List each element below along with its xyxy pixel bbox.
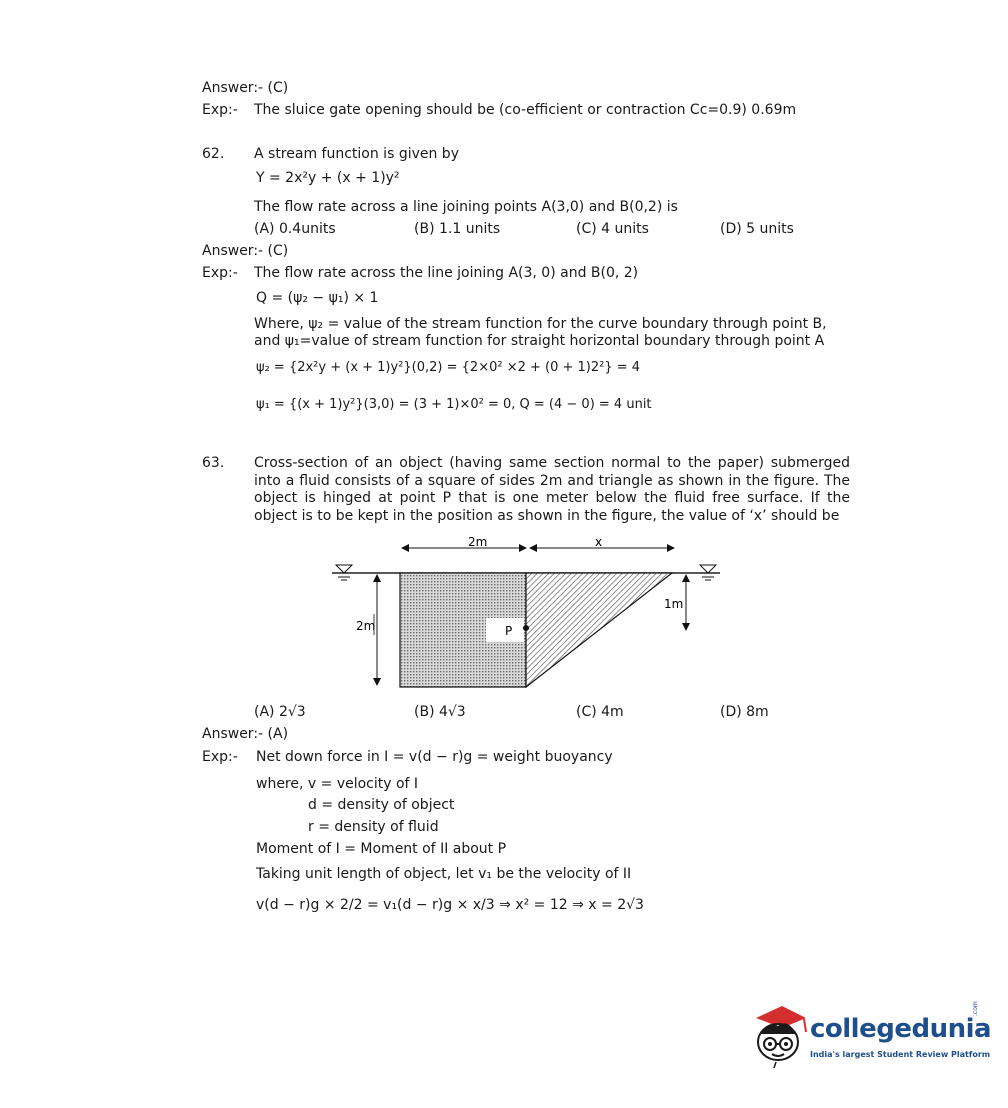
- psi1-equation: ψ₁ = {(x + 1)y²}(3,0) = (3 + 1)×0² = 0, Q = (4 − 0) = 4 unit: [256, 397, 652, 412]
- brand-name: collegedunia: [810, 1014, 992, 1044]
- exp-line-63: Net down force in I = v(d − r)g = weight buoyancy: [256, 749, 613, 765]
- answer-63: Answer:- (A): [202, 726, 289, 742]
- brand-com: .com: [972, 1001, 979, 1016]
- moment-line: Moment of I = Moment of II about P: [256, 841, 507, 857]
- option-a-63: (A) 2√3: [254, 704, 306, 720]
- answer-61: Answer:- (C): [202, 80, 289, 96]
- label-top-x: x: [595, 535, 603, 549]
- final-equation: v(d − r)g × 2/2 = v₁(d − r)g × x/3 ⇒ x² = 12 ⇒ x = 2√3: [256, 897, 644, 913]
- triangle-section: [526, 573, 672, 687]
- exp-label-61: Exp:-: [202, 102, 238, 118]
- option-d-62: (D) 5 units: [720, 221, 794, 237]
- stream-function-equation: Y = 2x²y + (x + 1)y²: [256, 170, 400, 186]
- exp-label-63: Exp:-: [202, 749, 238, 765]
- where-density-fluid: r = density of fluid: [308, 819, 439, 835]
- option-c-63: (C) 4m: [576, 704, 624, 720]
- answer-62: Answer:- (C): [202, 243, 289, 259]
- option-b-62: (B) 1.1 units: [414, 221, 501, 237]
- question-number-62: 62.: [202, 146, 225, 162]
- brand-tagline: India's largest Student Review Platform: [810, 1050, 991, 1059]
- option-c-62: (C) 4 units: [576, 221, 649, 237]
- where-line-2: and ψ₁=value of stream function for straight horizontal boundary through point A: [254, 333, 825, 349]
- question-prompt-62: The flow rate across a line joining points A(3,0) and B(0,2) is: [254, 199, 678, 215]
- mascot-icon: [748, 1002, 810, 1074]
- hinge-label: P: [505, 624, 513, 638]
- option-d-63: (D) 8m: [720, 704, 769, 720]
- where-density-object: d = density of object: [308, 797, 455, 813]
- hinge-point-p: [523, 625, 529, 631]
- label-right-1m: 1m: [664, 597, 684, 611]
- question-number-63: 63.: [202, 455, 225, 471]
- unit-length-line: Taking unit length of object, let v₁ be the velocity of II: [256, 866, 632, 882]
- where-line-1: Where, ψ₂ = value of the stream function for the curve boundary through point B,: [254, 316, 827, 332]
- exp-line-62: The flow rate across the line joining A(3, 0) and B(0, 2): [254, 265, 639, 281]
- question-text-63: Cross-section of an object (having same section normal to the paper) submerged into a fluid consists of a square of sides 2m and triangle as shown in the figure. The object is hinged at point P that is one meter below the fluid free surface. If the object is to be kept in the position as shown in the figure, the value of ‘x’ should be: [254, 455, 850, 524]
- option-b-63: (B) 4√3: [414, 704, 466, 720]
- flow-rate-equation: Q = (ψ₂ − ψ₁) × 1: [256, 290, 379, 306]
- option-a-62: (A) 0.4units: [254, 221, 336, 237]
- question-text-62: A stream function is given by: [254, 146, 459, 162]
- exp-text-61: The sluice gate opening should be (co-efficient or contraction Cc=0.9) 0.69m: [254, 102, 797, 118]
- exp-label-62: Exp:-: [202, 265, 238, 281]
- collegedunia-logo: [748, 1001, 992, 1082]
- where-velocity: where, v = velocity of I: [256, 776, 419, 792]
- label-side-2m: 2m: [356, 619, 376, 633]
- label-top-2m: 2m: [468, 535, 488, 549]
- psi2-equation: ψ₂ = {2x²y + (x + 1)y²}(0,2) = {2×0² ×2 + (0 + 1)2²} = 4: [256, 360, 641, 375]
- submerged-object-figure: [320, 530, 740, 698]
